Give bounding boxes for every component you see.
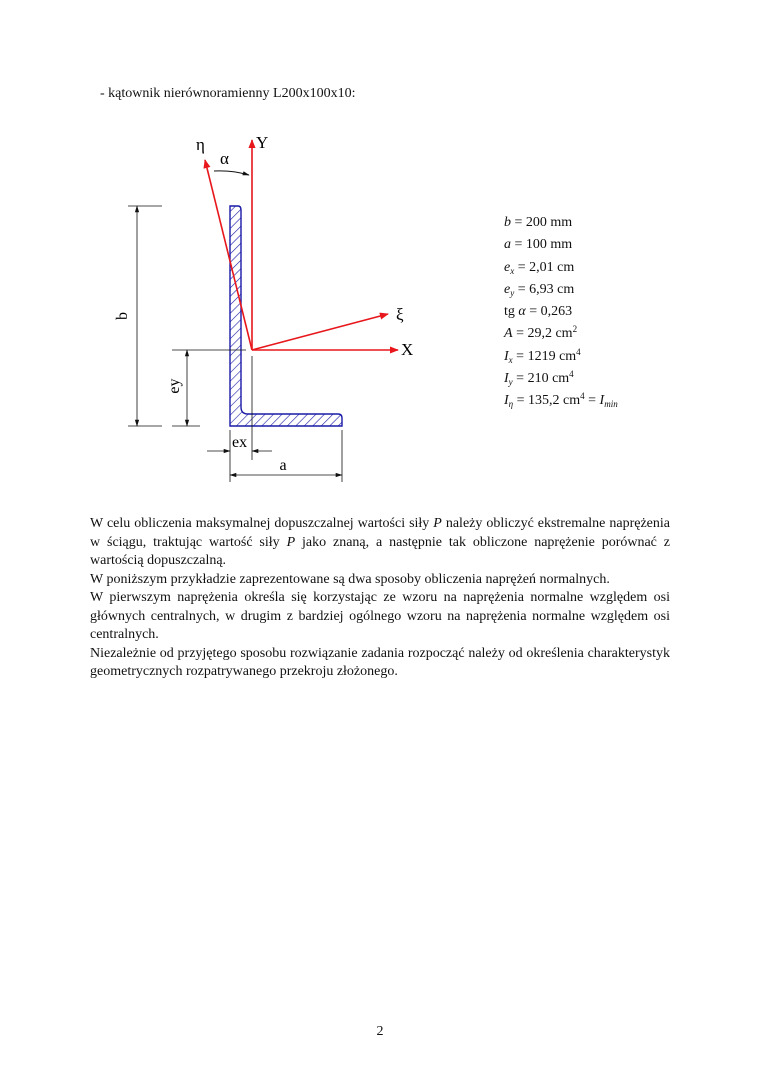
prop-area: A = 29,2 $cm^2$ (504, 324, 578, 342)
y-label: Y (256, 133, 269, 152)
l-section-shape (230, 206, 342, 426)
paragraph: W celu obliczenia maksymalnej dopuszczalnej wartości siły P należy obliczyć ekstremalne naprężenia w ściągu, traktując wartość siły P jako znaną, a następnie tak obliczone naprężenie porównać z wartością dopuszczalną. (90, 516, 670, 568)
ey-label: ey (166, 378, 183, 394)
prop-iy: $I_y = 210$ $cm^4$ (504, 369, 574, 388)
a-label: a (279, 457, 287, 474)
alpha-arc (214, 171, 249, 175)
prop-ix: $I_x = 1219$ $cm^4$ (504, 346, 581, 365)
section-properties (504, 212, 618, 413)
prop-b: b = 200 mm (504, 215, 573, 230)
prop-a: a = 100 mm (504, 237, 573, 253)
xi-label: ξ (396, 305, 404, 324)
b-label: b (114, 312, 131, 320)
dimension-b (128, 206, 162, 426)
paragraph: Niezależnie od przyjętego sposobu rozwiązanie zadania rozpocząć należy od określenia charakterystyk geometrycznych rozpatrywanego przekroju złożonego. (90, 645, 670, 679)
ex-label: ex (232, 434, 248, 451)
paragraph: W pierwszym naprężenia określa się korzystając ze wzoru na naprężenia normalne względem osi głównych centralnych, w drugim z bardziej ogólnego wzoru na naprężenia normalne względem osi centralnych. (90, 590, 670, 642)
figure-caption: - kątownik nierównoramienny L200x100x10: (100, 86, 356, 101)
alpha-label: α (220, 149, 229, 168)
x-label: X (401, 340, 414, 359)
body-text (90, 515, 670, 682)
prop-ex: $e_x = 2,01$ cm (504, 259, 575, 276)
xi-axis (252, 314, 388, 350)
prop-tg-alpha: tg α = 0,263 (504, 304, 573, 320)
prop-ieta: $I_\eta = 135,2$ $cm^4 = I_{min}$ (504, 391, 618, 410)
page-number: 2 (376, 1024, 384, 1039)
prop-ey: $e_y = 6,93$ cm (504, 281, 575, 298)
eta-label: η (196, 135, 205, 154)
angle-section-figure (0, 0, 760, 500)
eta-axis (205, 160, 252, 350)
paragraph: W poniższym przykładzie zaprezentowane są dwa sposoby obliczenia naprężeń normalnych. (90, 571, 610, 587)
